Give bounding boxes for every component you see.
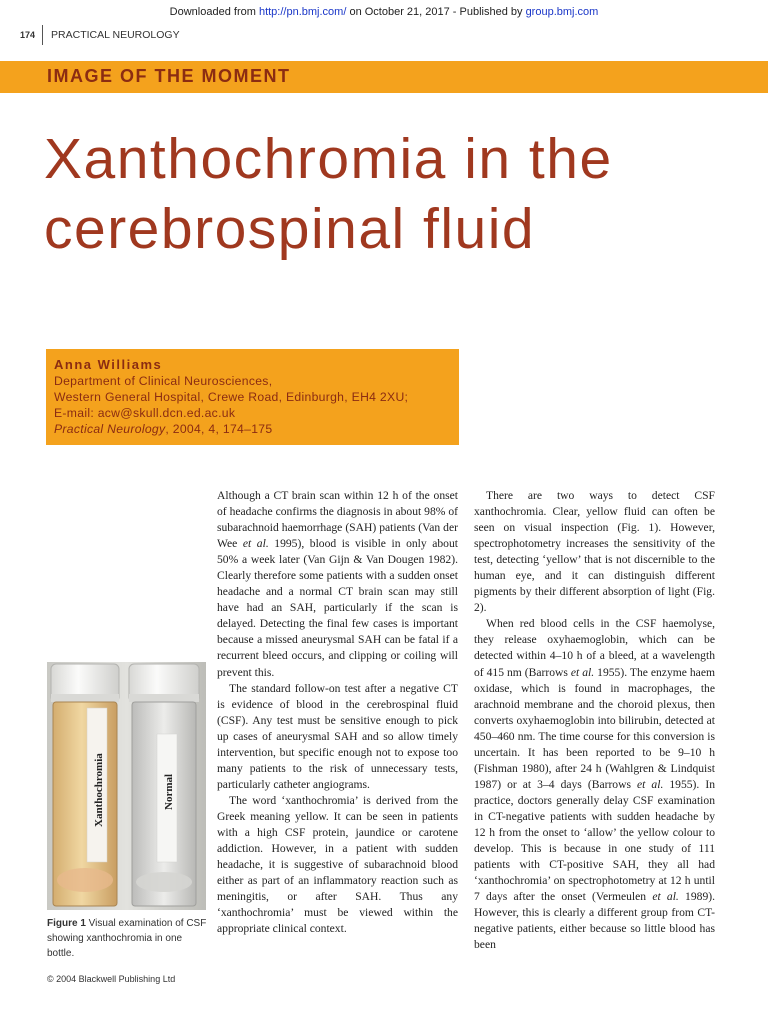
text-run: 1995), blood is visible in only about 50% a week later (Van Gijn & Van Dougen 1982). Clearly therefore some patients with a sudden onset headache and a normal CT brain scan may still have had an SAH, particularly if the scan is delayed. Detecting the final few cases is important because a missed aneurysmal SAH can be fatal if a recurrent bleed occurs, and clipping or coiling will prevent this. — [217, 537, 458, 679]
figure-caption-text: Visual examination of CSF showing xanthochromia in one bottle. — [47, 918, 207, 959]
title-line-2: cerebrospinal fluid — [44, 197, 536, 261]
running-head-divider — [42, 25, 43, 45]
download-prefix: Downloaded from — [169, 6, 259, 18]
figure-1-photo — [47, 662, 206, 910]
csf-bottles-illustration — [47, 662, 206, 910]
author-affiliation-2: Western General Hospital, Crewe Road, Edinburgh, EH4 2XU; — [54, 390, 409, 404]
figure-caption-label: Figure 1 — [47, 918, 86, 929]
text-run: When red blood cells in the CSF haemolyse, they release oxyhaemoglobin, which can be detected within 4–10 h of a bleed, at a wavelength of 415 nm (Barrows — [474, 617, 715, 679]
author-affiliation-1: Department of Clinical Neurosciences, — [54, 374, 273, 388]
section-banner — [0, 61, 768, 93]
body-column-2 — [474, 488, 715, 953]
paragraph — [217, 488, 458, 681]
text-run: 1989). However, this is clearly a different group from CT-negative patients, either because so little blood has been — [474, 890, 715, 952]
paragraph: The word ‘xanthochromia’ is derived from the Greek meaning yellow. It can be seen in patients with a high CSF protein, jaundice or carotene addiction. However, in a patient with sudden headache, it is suggestive of subarachnoid blood either as part of an inflammatory reaction such as meningitis, or after SAH. Thus any ‘xanthochromia’ must be viewed within the appropriate clinical context. — [217, 793, 458, 936]
paragraph — [474, 616, 715, 953]
paragraph: There are two ways to detect CSF xanthochromia. Clear, yellow fluid can often be seen on visual inspection (Fig. 1). However, spectrophotometry increases the sensitivity of the test, detecting ‘yellow’ that is not discernible to the human eye, and it can distinguish different pigments by their different absorption of light (Fig. 2). — [474, 489, 715, 615]
author-name: Anna Williams — [54, 357, 163, 372]
download-notice — [0, 6, 768, 18]
source-link[interactable]: http://pn.bmj.com/ — [258, 6, 347, 18]
author-email: E-mail: acw@skull.dcn.ed.ac.uk — [54, 406, 236, 420]
et-al: et al. — [570, 665, 595, 679]
copyright: © 2004 Blackwell Publishing Ltd — [47, 974, 176, 984]
title-line-1: Xanthochromia in the — [44, 127, 613, 191]
body-column-1 — [217, 488, 458, 937]
figure-caption — [47, 916, 212, 961]
author-box — [46, 349, 459, 445]
journal-name: PRACTICAL NEUROLOGY — [51, 29, 180, 41]
publisher-link[interactable]: group.bmj.com — [525, 6, 599, 18]
text-run: 1955). The enzyme haem oxidase, which is found in macrophages, the arachnoid membrane and the choroid plexus, then converts oxyhaemoglobin into bilirubin, detected at 450–460 nm. The time course for this conversion is uncertain. It has been reported to be 9–10 h (Fishman 1980), after 24 h (Wahlgren & Lindquist 1987) or at 3–4 days (Barrows — [474, 665, 715, 791]
et-al: et al. — [637, 777, 664, 791]
page-number: 174 — [20, 30, 36, 40]
tube-label-xanthochromia: Xanthochromia — [93, 753, 105, 827]
paragraph: The standard follow-on test after a negative CT is evidence of blood in the cerebrospinal fluid (CSF). Any test must be sensitive enough to pick up cases of aneurysmal SAH and so allow timely intervention, but specific enough not to expose too many patients to the risk of unnecessary tests, particularly catheter angiograms. — [217, 681, 458, 791]
et-al: et al. — [242, 537, 269, 551]
citation-details: , 2004, 4, 174–175 — [165, 422, 273, 436]
text-run: Although a CT brain scan within 12 h of the onset of headache confirms the diagnosis in about 98% of subarachnoid haemorrhage (SAH) patients (Van der Wee — [217, 489, 458, 551]
et-al: et al. — [652, 890, 679, 904]
tube-label-normal: Normal — [163, 773, 175, 810]
running-head — [20, 25, 180, 45]
download-middle: on October 21, 2017 - Published by — [346, 6, 526, 18]
citation — [54, 421, 459, 437]
text-run: 1955). In practice, doctors generally delay CSF examination in CT-negative patients with sudden headache by 12 h from the onset to ‘allow’ the yellow colour to develop. This is because in one study of 111 patients with CT-positive SAH, they all had ‘xanthochromia’ on spectrophotometry at 12 h until 7 days after the onset (Vermeulen — [474, 777, 716, 904]
article-title — [44, 124, 764, 264]
citation-journal: Practical Neurology — [54, 422, 166, 436]
section-label: IMAGE OF THE MOMENT — [47, 66, 291, 86]
